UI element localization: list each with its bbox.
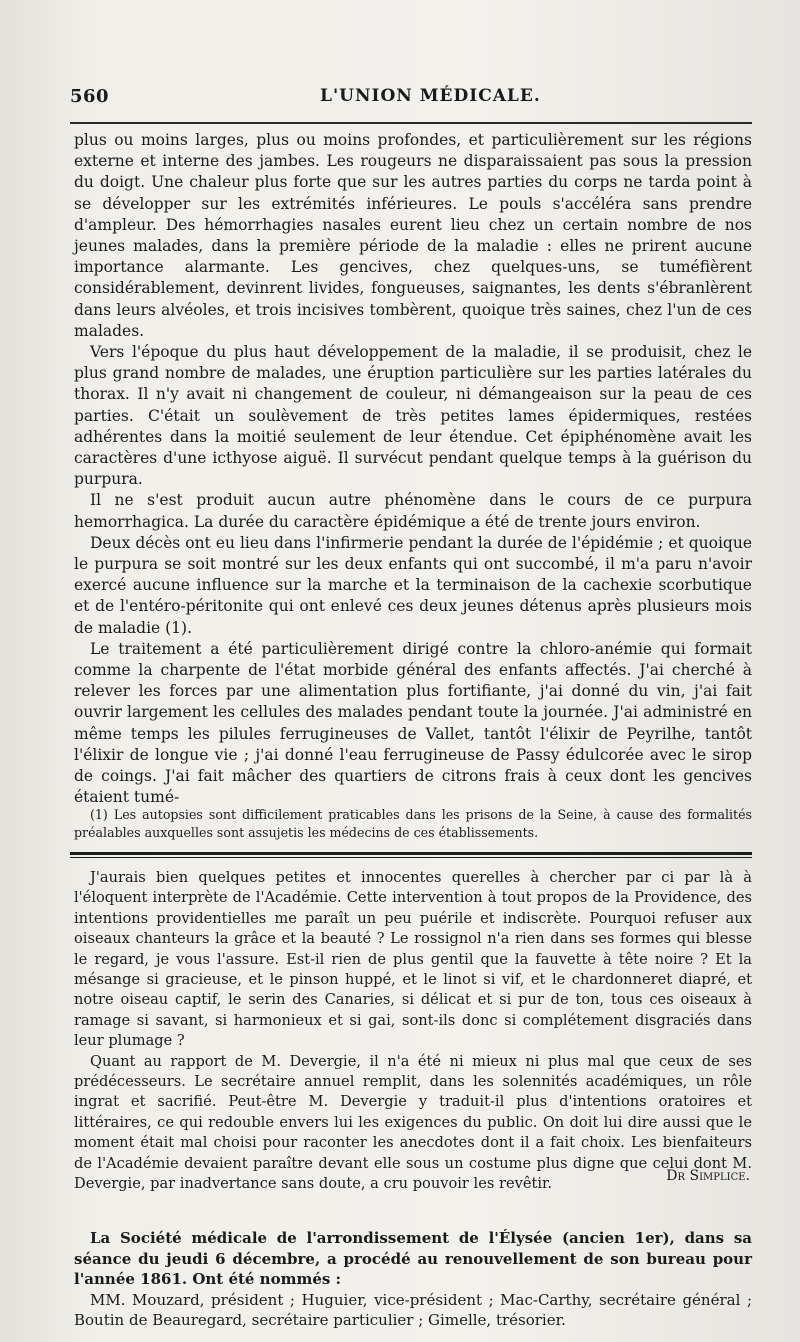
feuilleton-separator (70, 852, 752, 858)
footnote: (1) Les autopsies sont difficilement praticables dans les prisons de la Seine, à cause des formalités préalables auxquelles sont assujetis les médecins de ces établissements. (74, 807, 752, 840)
article-body (74, 130, 752, 809)
page-number: 560 (70, 86, 110, 107)
feuilleton-paragraph: Quant au rapport de M. Devergie, il n'a été ni mieux ni plus mal que ceux de ses prédécesseurs. Le secrétaire annuel remplit, dans les solennités académiques, un rôle ingrat et sacrifié. Peut-être M. Devergie y traduit-il plus d'intentions oratoires et littéraires, ce qui redouble envers lui les exigences du public. On doit lui dire aussi que le moment était mal choisi pour raconter les anecdotes dont il a fait choix. Les bienfaiteurs de l'Académie devaient paraître devant elle sous un costume plus digne que celui dont M. Devergie, par inadvertance sans doute, a cru pouvoir les revêtir. (74, 1052, 752, 1193)
page-header (70, 86, 750, 114)
body-paragraph: Vers l'époque du plus haut développement de la maladie, il se produisit, chez le plus grand nombre de malades, une éruption particulière sur les parties latérales du thorax. Il n'y avait ni changement de couleur, ni démangeaison sur la peau de ces parties. C'était un soulèvement de très petites lames épidermiques, restées adhérentes dans la moitié seulement de leur étendue. Cet épiphénomène avait les caractères d'une icthyose aiguë. Il survécut pendant quelque temps à la guérison du purpura. (74, 343, 752, 489)
body-paragraph: Il ne s'est produit aucun autre phénomène dans le cours de ce purpura hemorrhagica. La durée du caractère épidémique a été de trente jours environ. (74, 491, 752, 531)
footnotes (74, 806, 752, 842)
body-paragraph: Le traitement a été particulièrement dirigé contre la chloro-anémie qui formait comme la charpente de l'état morbide général des enfants affectés. J'ai cherché à relever les forces par une alimentation plus fortifiante, j'ai donné du vin, j'ai fait ouvrir largement les cellules des malades pendant toute la journée. J'ai administré en même temps les pilules ferrugineuses de Vallet, tantôt l'élixir de Peyrilhe, tantôt l'élixir de longue vie ; j'ai donné l'eau ferrugineuse de Passy édulcorée avec le sirop de coings. J'ai fait mâcher des quartiers de citrons frais à ceux dont les gencives étaient tumé- (74, 639, 752, 807)
societe-announcement (74, 1228, 752, 1331)
header-rule (70, 122, 752, 124)
signature: Dr Simplice. (666, 1168, 750, 1184)
running-title: L'UNION MÉDICALE. (320, 86, 541, 106)
feuilleton-paragraph: J'aurais bien quelques petites et innocentes querelles à chercher par ci par là à l'éloquent interprète de l'Académie. Cette intervention à tout propos de la Providence, des intentions providentielles me paraît un peu puérile et indiscrète. Pourquoi refuser aux oiseaux chanteurs la grâce et la beauté ? Le rossignol n'a rien dans ses formes qui blesse le regard, je vous l'assure. Est-il rien de plus gentil que la fauvette à tête noire ? Et la mésange si gracieuse, et le pinson huppé, et le linot si vif, et le chardonneret diapré, et notre oiseau captif, le serin des Canaries, si délicat et si pur de ton, tous ces oiseaux à ramage si savant, si harmonieux et si gai, sont-ils donc si complétement disgraciés dans leur plumage ? (74, 869, 752, 1050)
announcement-text: La Société médicale de l'arrondissement de l'Élysée (ancien 1er), dans sa séance du jeudi 6 décembre, a procédé au renouvellement de son bureau pour l'année 1861. Ont été nommés : (74, 1229, 752, 1289)
members-list: MM. Mouzard, président ; Huguier, vice-président ; Mac-Carthy, secrétaire général ; Boutin de Beauregard, secrétaire particulier ; Gimelle, trésorier. (74, 1290, 752, 1330)
body-paragraph: plus ou moins larges, plus ou moins profondes, et particulièrement sur les régions externe et interne des jambes. Les rougeurs ne disparaissaient pas sous la pression du doigt. Une chaleur plus forte que sur les autres parties du corps ne tarda point à se développer sur les extrémités inférieures. Le pouls s'accéléra sans prendre d'ampleur. Des hémorrhagies nasales eurent lieu chez un certain nombre de nos jeunes malades, dans la première période de la maladie : elles ne prirent aucune importance alarmante. Les gencives, chez quelques-uns, se tuméfièrent considérablement, devinrent livides, fongueuses, saignantes, les dents s'ébranlèrent dans leurs alvéoles, et trois incisives tombèrent, quoique très saines, chez l'un de ces malades. (74, 131, 752, 340)
feuilleton (74, 868, 752, 1195)
body-paragraph: Deux décès ont eu lieu dans l'infirmerie pendant la durée de l'épidémie ; et quoique le purpura se soit montré sur les deux enfants qui ont succombé, il m'a paru n'avoir exercé aucune influence sur la marche et la terminaison de la cachexie scorbutique et de l'entéro-péritonite qui ont enlevé ces deux jeunes détenus après plusieurs mois de maladie (1). (74, 533, 752, 637)
